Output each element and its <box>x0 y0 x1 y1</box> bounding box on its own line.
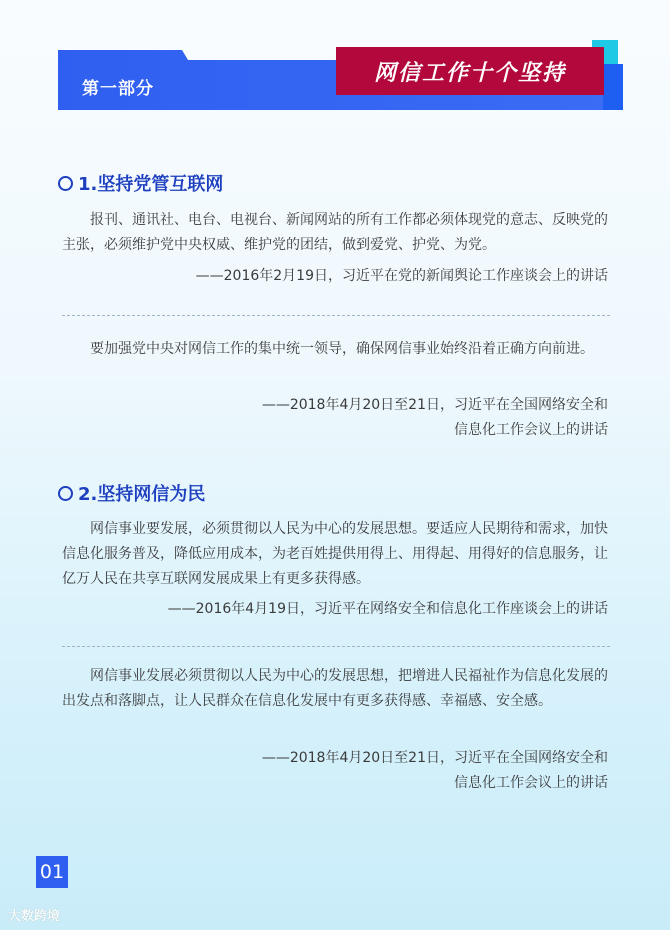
circle-icon <box>58 176 73 191</box>
quote-source-line: 信息化工作会议上的讲话 <box>454 422 608 438</box>
quote-source <box>168 597 608 622</box>
quote-source-line: ——2016年2月19日，习近平在党的新闻舆论工作座谈会上的讲话 <box>195 268 608 284</box>
quote-text: 网信事业要发展，必须贯彻以人民为中心的发展思想。要适应人民期待和需求，加快信息化服务普及，降低应用成本，为老百姓提供用得上、用得起、用得好的信息服务，让亿万人民在共享互联网发展成果上有更多获得感。 <box>62 521 608 587</box>
part-label: 第一部分 <box>82 79 154 99</box>
quote-source-line: 信息化工作会议上的讲话 <box>454 775 608 791</box>
page-number: 01 <box>36 856 68 888</box>
quote-source <box>262 393 608 443</box>
page-title: 网信工作十个坚持 <box>336 47 604 95</box>
quote-text: 要加强党中央对网信工作的集中统一领导，确保网信事业始终沿着正确方向前进。 <box>90 341 594 357</box>
divider <box>62 646 610 647</box>
quote-source-line: ——2016年4月19日，习近平在网络安全和信息化工作座谈会上的讲话 <box>167 601 608 617</box>
divider <box>62 315 610 316</box>
quote-text: 报刊、通讯社、电台、电视台、新闻网站的所有工作都必须体现党的意志、反映党的主张，必须维护党中央权威、维护党的团结，做到爱党、护党、为党。 <box>62 212 608 253</box>
section-title-text: 1.坚持党管互联网 <box>78 174 224 195</box>
circle-icon <box>58 486 73 501</box>
section-title-text: 2.坚持网信为民 <box>78 484 206 505</box>
quote-source <box>196 264 608 289</box>
section-title-1 <box>58 170 223 196</box>
quote-text: 网信事业发展必须贯彻以人民为中心的发展思想，把增进人民福祉作为信息化发展的出发点和落脚点，让人民群众在信息化发展中有更多获得感、幸福感、安全感。 <box>62 668 608 709</box>
quote-source <box>262 746 608 796</box>
section-title-2 <box>58 480 205 506</box>
watermark: 大数跨境 <box>8 909 61 924</box>
quote-source-line: ——2018年4月20日至21日，习近平在全国网络安全和 <box>261 397 608 413</box>
header-accent-blue <box>603 64 623 110</box>
quote-source-line: ——2018年4月20日至21日，习近平在全国网络安全和 <box>261 750 608 766</box>
